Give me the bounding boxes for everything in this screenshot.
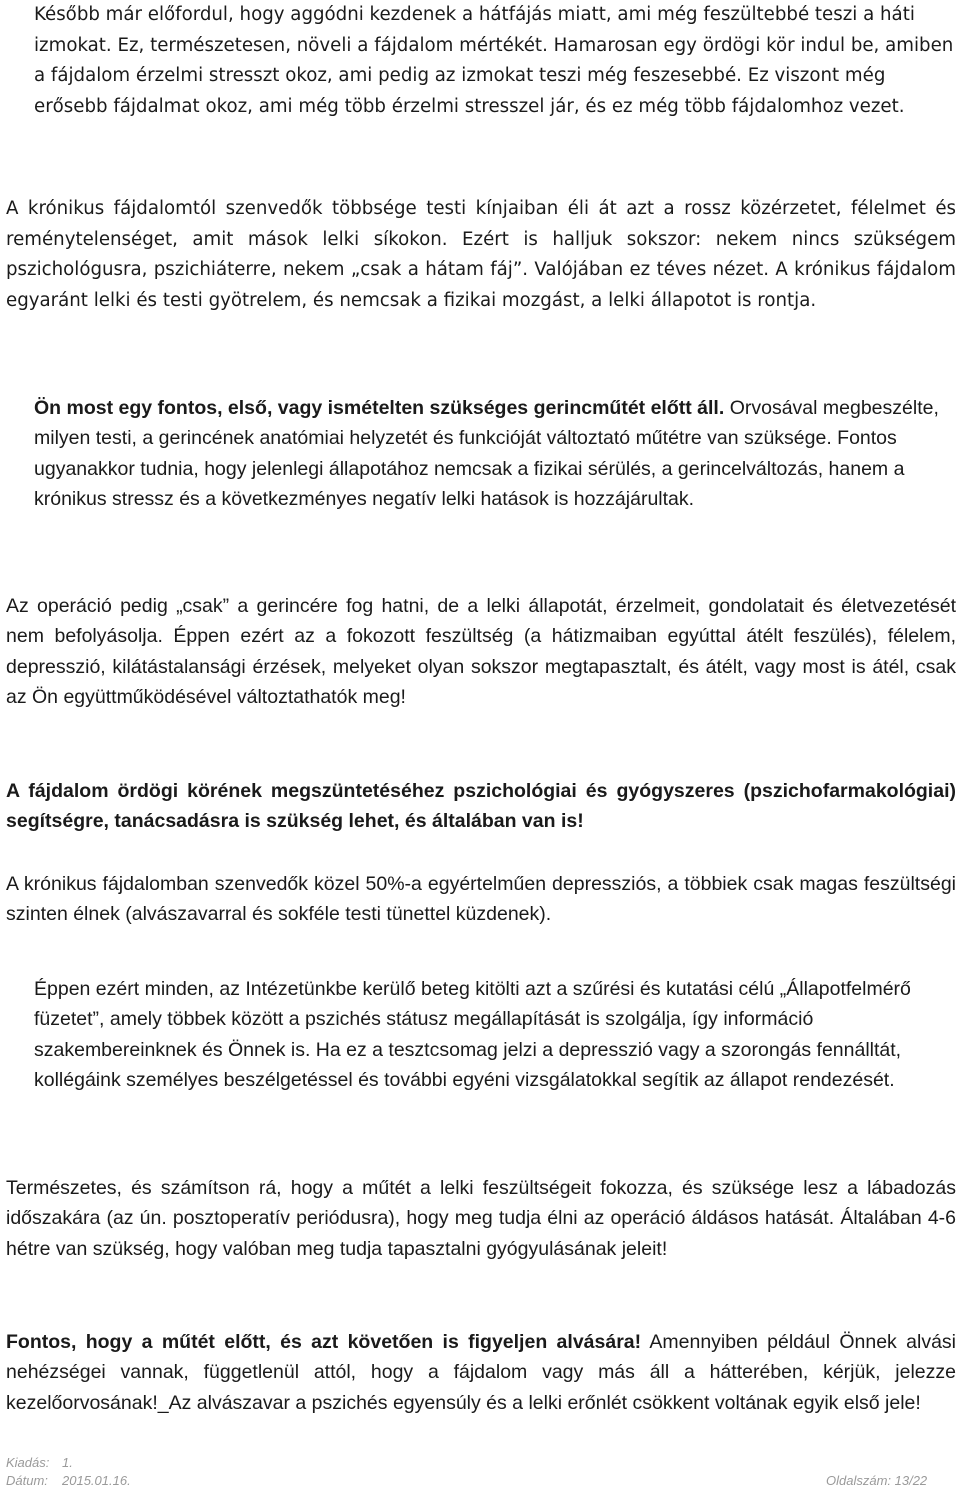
page-number: Oldalszám: 13/22 bbox=[826, 1473, 928, 1488]
date-value: 2015.01.16. bbox=[62, 1473, 131, 1488]
paragraph-5-bold: A fájdalom ördögi körének megszüntetéséhez pszichológiai és gyógyszeres (pszichofarmakológiai) segítségre, tanácsadásra is szükség lehet, és általában van is! bbox=[6, 780, 956, 833]
paragraph-3-text: Orvosával megbeszélte, milyen testi, a gerincének anatómiai helyzetét és funkcióját változtató műtétre van szüksége. Fontos ugyanakkor tudnia, hogy jelenlegi állapotához nemcsak a fizikai sérülés, a gerincelváltozás, hanem a krónikus stressz és a következményes negatív lelki hatások is hozzájárultak. bbox=[34, 397, 939, 511]
paragraph-9-text: Amennyiben például Önnek alvási nehézségei vannak, függetlenül attól, hogy a fájdalom vagy más áll a hátterében, kérjük, jelezze kezelőorvosának!_Az alvászavar a pszichés egyensúly és a lelki erőnlét csökkent voltának egyik első jele! bbox=[6, 1331, 956, 1414]
paragraph-8: Természetes, és számítson rá, hogy a műtét a lelki feszültségeit fokozza, és szüksége lesz a lábadozás időszakára (az ún. posztoperatív periódusra), hogy meg tudja élni az operáció áldásos hatását. Általában 4-6 hétre van szükség, hogy valóban meg tudja tapasztalni gyógyulásának jeleit! bbox=[6, 1177, 956, 1260]
paragraph-3 bbox=[34, 393, 954, 515]
paragraph-9-bold: Fontos, hogy a műtét előtt, és azt követően is figyeljen alvására! bbox=[6, 1331, 642, 1353]
paragraph-6: A krónikus fájdalomban szenvedők közel 50%-a egyértelműen depressziós, a többiek csak magas feszültségi szinten élnek (alvászavarral és sokféle testi tünettel küzdenek). bbox=[6, 873, 956, 926]
paragraph-5 bbox=[6, 776, 956, 837]
date-label: Dátum: bbox=[6, 1473, 48, 1488]
issue-value: 1. bbox=[62, 1455, 73, 1470]
paragraph-9 bbox=[6, 1327, 956, 1418]
issue-label: Kiadás: bbox=[6, 1455, 50, 1470]
paragraph-2: A krónikus fájdalomtól szenvedők többsége testi kínjaiban éli át azt a rossz közérzetet, félelmet és reménytelenséget, amit mások lelki síkokon. Ezért is halljuk sokszor: nekem nincs szükségem pszichológusra, pszichiáterre, nekem „csak a hátam fáj”. Valójában ez téves nézet. A krónikus fájdalom egyaránt lelki és testi gyötrelem, és nemcsak a fizikai mozgást, a lelki állapotot is rontja. bbox=[6, 198, 956, 311]
paragraph-1: Később már előfordul, hogy aggódni kezdenek a hátfájás miatt, ami még feszültebbé teszi a háti izmokat. Ez, természetesen, növeli a fájdalom mértékét. Hamarosan egy ördögi kör indul be, amiben a fájdalom érzelmi stresszt okoz, ami pedig az izmokat teszi még feszesebbé. Ez viszont még erősebb fájdalmat okoz, ami még több érzelmi stresszel jár, és ez még több fájdalomhoz vezet. bbox=[34, 4, 954, 117]
paragraph-4: Az operáció pedig „csak” a gerincére fog hatni, de a lelki állapotát, érzelmeit, gondolatait és életvezetését nem befolyásolja. Éppen ezért az a fokozott feszültség (a hátizmaiban egyúttal átélt feszülés), félelem, depresszió, kilátástalansági érzések, melyeket olyan sokszor megtapasztalt, és átélt, vagy most is átél, csak az Ön együttműködésével változtathatók meg! bbox=[6, 595, 956, 709]
paragraph-3-bold: Ön most egy fontos, első, vagy ismételten szükséges gerincműtét előtt áll. bbox=[34, 397, 725, 419]
paragraph-7: Éppen ezért minden, az Intézetünkbe kerülő beteg kitölti azt a szűrési és kutatási célú „Állapotfelmérő füzetet”, amely többek között a pszichés státusz megállapítását is szolgálja, így információ szakembereinknek és Önnek is. Ha ez a tesztcsomag jelzi a depresszió vagy a szorongás fennálltát, kollégáink személyes beszélgetéssel és további egyéni vizsgálatokkal segítik az állapot rendezését. bbox=[34, 978, 911, 1092]
